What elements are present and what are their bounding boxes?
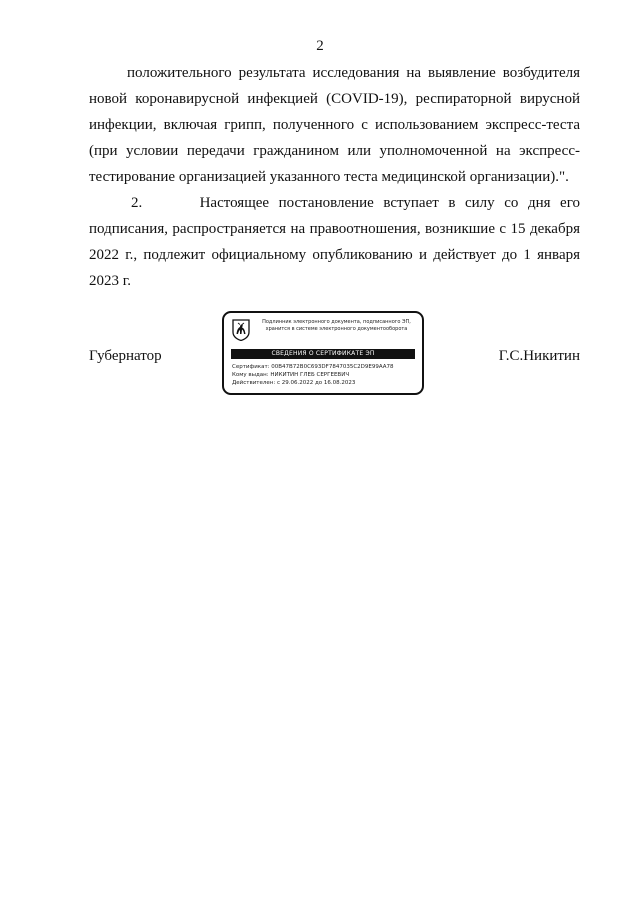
paragraph-continuation: положительного результата исследования на выявление возбудителя новой коронавирусной инфекцией (COVID-19), респираторной вирусной инфекции, включая грипп, полученного с использованием экспресс-теста (при условии передачи гражданином или уполномоченной на экспресс-тестирование организацией указанного теста медицинской организации).". — [89, 65, 580, 185]
coat-of-arms-icon — [232, 319, 250, 341]
certificate-number: Сертификат: 00B47B72B0C693DF7847035C2D9E99AA78 — [232, 364, 394, 370]
page-number: 2 — [316, 38, 324, 54]
stamp-title-bar: СВЕДЕНИЯ О СЕРТИФИКАТЕ ЭП — [231, 349, 415, 359]
electronic-signature-stamp — [222, 311, 424, 395]
signatory-position: Губернатор — [89, 348, 162, 364]
stamp-details — [232, 363, 418, 387]
document-body — [89, 60, 580, 294]
paragraph-2: 2. Настоящее постановление вступает в силу со дня его подписания, распространяется на правоотношения, возникшие с 15 декабря 2022 г., подлежит официальному опубликованию и действует до 1 января 2023 г. — [89, 195, 580, 289]
certificate-validity: Действителен: с 29.06.2022 до 16.08.2023 — [232, 380, 356, 386]
stamp-header: Подлинник электронного документа, подписанного ЭП, хранится в системе электронного документооборота — [262, 319, 411, 332]
signatory-name: Г.С.Никитин — [498, 348, 580, 364]
certificate-owner: Кому выдан: НИКИТИН ГЛЕБ СЕРГЕЕВИЧ — [232, 372, 350, 378]
